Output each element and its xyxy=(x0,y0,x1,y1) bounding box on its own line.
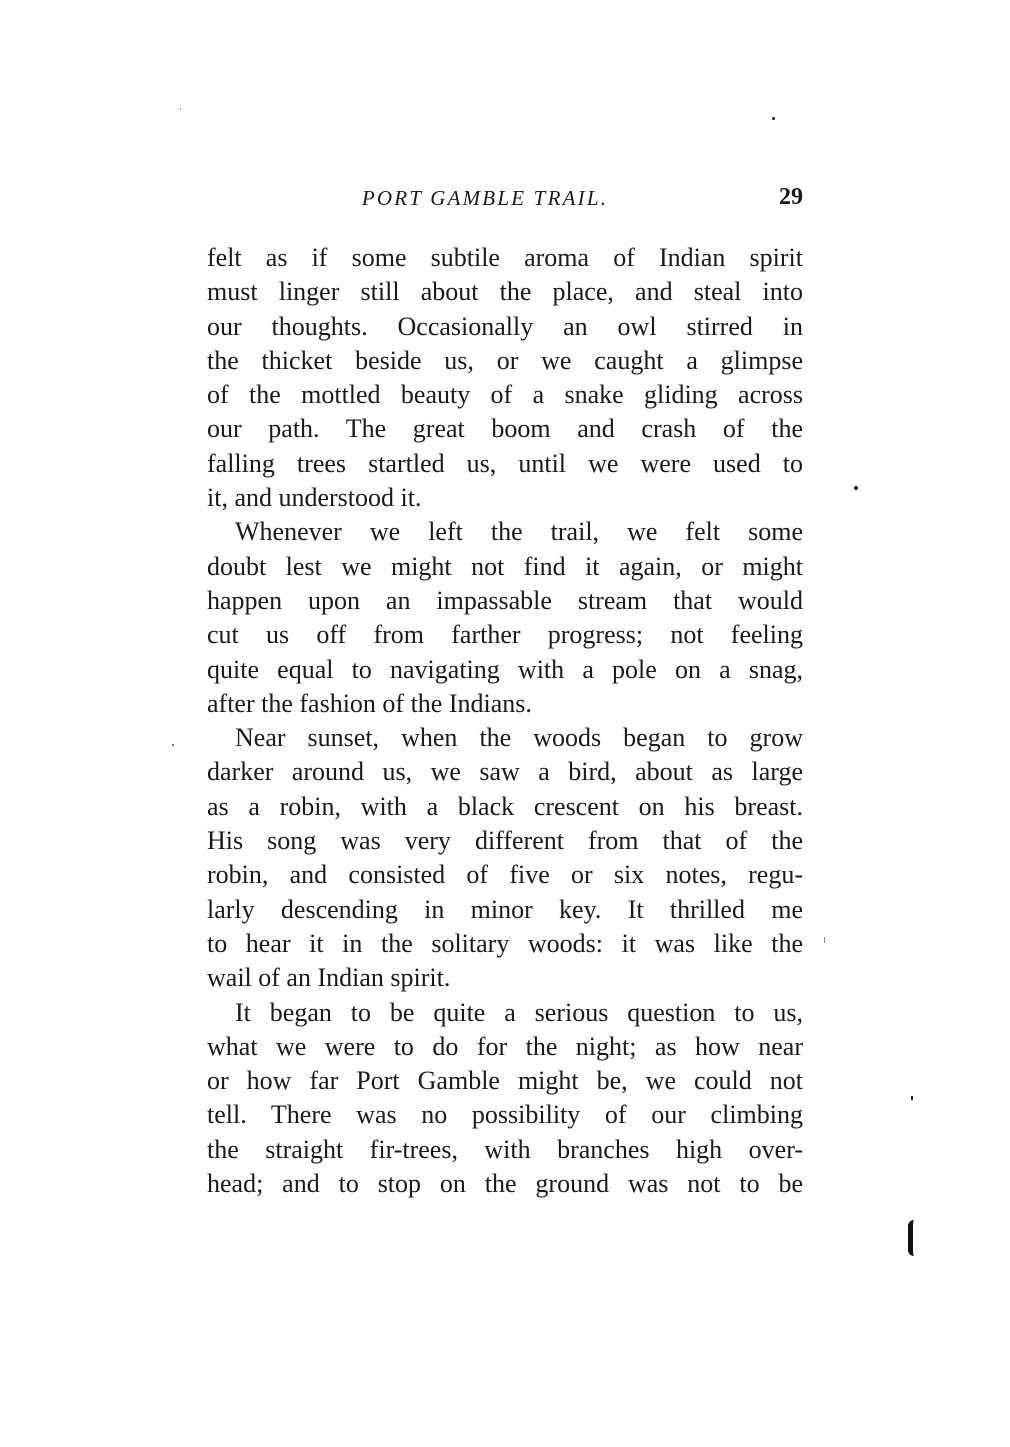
text-line: falling trees startled us, until we were used to xyxy=(207,448,803,478)
text-line: cut us off from farther progress; not feeling xyxy=(207,620,803,650)
scan-speck xyxy=(180,108,181,110)
text-line: robin, and consisted of five or six notes, regu- xyxy=(207,860,803,890)
scan-bracket-mark xyxy=(908,1220,919,1256)
text-line: what we were to do for the night; as how near xyxy=(207,1031,803,1061)
text-line: wail of an Indian spirit. xyxy=(207,963,451,993)
scan-speck xyxy=(172,744,174,746)
text-line: His song was very different from that of the xyxy=(207,826,803,856)
text-line: as a robin, with a black crescent on his breast. xyxy=(207,791,803,821)
running-title: PORT GAMBLE TRAIL. xyxy=(361,186,609,210)
body-text xyxy=(207,241,803,1201)
text-line: to hear it in the solitary woods: it was like the xyxy=(207,928,803,958)
scan-speck xyxy=(854,486,858,490)
scan-speck xyxy=(824,937,825,943)
text-line: tell. There was no possibility of our climbing xyxy=(207,1100,803,1130)
text-line: must linger still about the place, and steal into xyxy=(207,277,803,307)
text-line: of the mottled beauty of a snake gliding across xyxy=(207,380,803,410)
running-head xyxy=(207,186,803,216)
text-line: the straight fir-trees, with branches high over- xyxy=(207,1134,803,1164)
text-line: it, and understood it. xyxy=(207,483,422,513)
text-line: quite equal to navigating with a pole on a snag, xyxy=(207,654,803,684)
text-line: Whenever we left the trail, we felt some xyxy=(235,517,803,547)
text-line: Near sunset, when the woods began to grow xyxy=(235,723,803,753)
text-line: or how far Port Gamble might be, we could not xyxy=(207,1066,803,1096)
text-line: happen upon an impassable stream that would xyxy=(207,585,803,615)
scan-speck xyxy=(772,117,775,120)
text-line: our thoughts. Occasionally an owl stirred in xyxy=(207,311,803,341)
text-line: darker around us, we saw a bird, about as large xyxy=(207,757,803,787)
scan-speck xyxy=(911,1096,913,1100)
text-line: felt as if some subtile aroma of Indian spirit xyxy=(207,243,803,272)
text-line: larly descending in minor key. It thrilled me xyxy=(207,894,803,924)
text-line: doubt lest we might not find it again, or might xyxy=(207,551,803,581)
text-line: our path. The great boom and crash of the xyxy=(207,414,803,444)
text-line: after the fashion of the Indians. xyxy=(207,688,532,718)
text-line: head; and to stop on the ground was not to be xyxy=(207,1169,803,1199)
page-number: 29 xyxy=(779,184,803,210)
text-line: the thicket beside us, or we caught a glimpse xyxy=(207,345,803,375)
text-line: It began to be quite a serious question to us, xyxy=(235,997,803,1027)
